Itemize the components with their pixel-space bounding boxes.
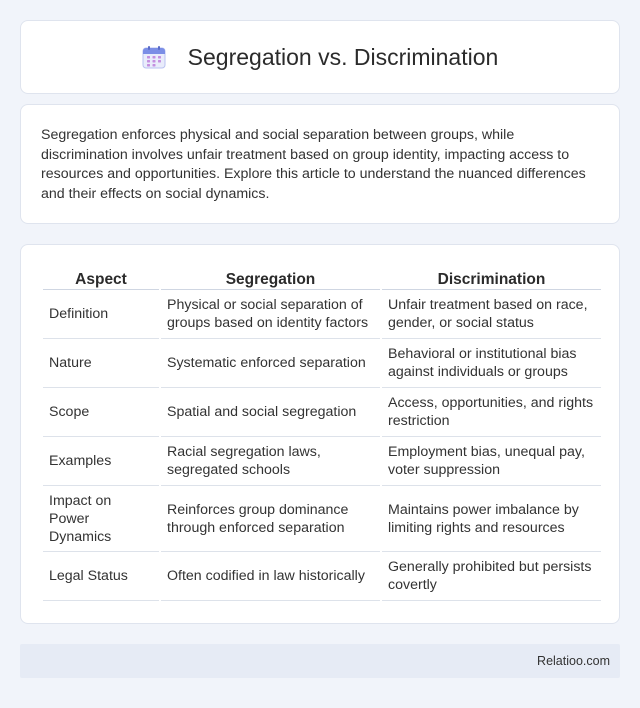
aspect-cell: Examples (43, 437, 159, 486)
header-discrimination: Discrimination (382, 265, 601, 290)
table-row (43, 552, 601, 601)
discrimination-cell: Generally prohibited but persists covertly (382, 552, 601, 601)
table-row (43, 437, 601, 486)
segregation-cell: Physical or social separation of groups based on identity factors (161, 290, 380, 339)
discrimination-cell: Access, opportunities, and rights restriction (382, 388, 601, 437)
discrimination-cell: Employment bias, unequal pay, voter suppression (382, 437, 601, 486)
footer-bar (20, 644, 620, 678)
header-aspect: Aspect (43, 265, 159, 290)
aspect-cell: Scope (43, 388, 159, 437)
comparison-card (20, 244, 620, 624)
table-row (43, 339, 601, 388)
table-header-row (43, 265, 601, 290)
table-row (43, 388, 601, 437)
segregation-cell: Racial segregation laws, segregated schools (161, 437, 380, 486)
aspect-cell: Definition (43, 290, 159, 339)
calendar-icon (142, 45, 166, 69)
header-segregation: Segregation (161, 265, 380, 290)
aspect-cell: Legal Status (43, 552, 159, 601)
segregation-cell: Reinforces group dominance through enforced separation (161, 486, 380, 552)
table-row (43, 290, 601, 339)
aspect-cell: Impact on Power Dynamics (43, 486, 159, 552)
discrimination-cell: Unfair treatment based on race, gender, or social status (382, 290, 601, 339)
footer-brand: Relatioo.com (537, 654, 610, 668)
aspect-cell: Nature (43, 339, 159, 388)
page-title: Segregation vs. Discrimination (187, 43, 499, 70)
intro-text: Segregation enforces physical and social separation between groups, while discrimination involves unfair treatment based on group identity, impacting access to resources and opportunities. Explore this article to understand the nuanced differences and their effects on social dynamics. (41, 127, 586, 202)
comparison-table (41, 265, 603, 601)
title-card (20, 20, 620, 94)
segregation-cell: Often codified in law historically (161, 552, 380, 601)
intro-card (20, 104, 620, 224)
segregation-cell: Spatial and social segregation (161, 388, 380, 437)
table-row (43, 486, 601, 552)
discrimination-cell: Maintains power imbalance by limiting rights and resources (382, 486, 601, 552)
segregation-cell: Systematic enforced separation (161, 339, 380, 388)
discrimination-cell: Behavioral or institutional bias against individuals or groups (382, 339, 601, 388)
